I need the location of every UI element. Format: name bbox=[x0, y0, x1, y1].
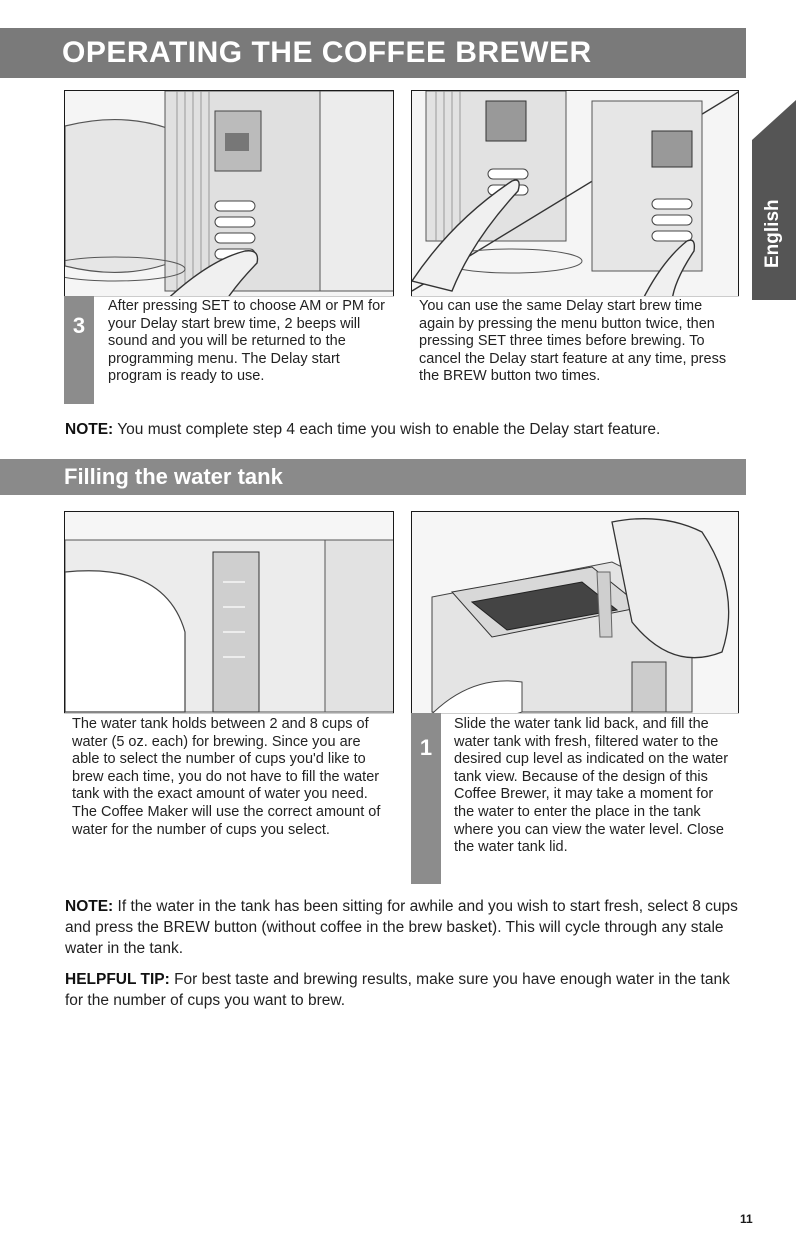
delay-start-tip-text: You can use the same Delay start brew time again by pressing the menu button twice, then pressing SET three times before brewing. To cancel the Delay start feature at any time, press the BREW button two times. bbox=[419, 298, 727, 385]
note-text: If the water in the tank has been sitting for awhile and you wish to start fresh, select 8 cups and press the BREW button (without coffee in the brew basket). This will cycle through any stale water in the tank. bbox=[65, 898, 738, 957]
helpful-tip bbox=[65, 969, 745, 1011]
note-stale-water bbox=[65, 896, 745, 959]
section-title: Filling the water tank bbox=[0, 459, 746, 495]
language-tab bbox=[752, 100, 796, 300]
step-1-badge: 1 bbox=[411, 713, 441, 884]
helpful-tip-label: HELPFUL TIP: bbox=[65, 971, 170, 988]
water-tank-intro-text: The water tank holds between 2 and 8 cups of water (5 oz. each) for brewing. Since you are able to select the number of cups you'd like to brew each time, you do not have to fill the water tank with the exact amount of water you need. The Coffee Maker will use the correct amount of water for the number of cups you select. bbox=[72, 716, 381, 838]
note-text: You must complete step 4 each time you wish to enable the Delay start feature. bbox=[113, 421, 661, 438]
page-number: 11 bbox=[740, 1212, 753, 1226]
page-title: OPERATING THE COFFEE BREWER bbox=[0, 28, 746, 78]
note-label: NOTE: bbox=[65, 898, 114, 915]
note-delay-start bbox=[65, 419, 745, 440]
language-tab-label: English bbox=[762, 199, 783, 268]
note-label: NOTE: bbox=[65, 421, 114, 438]
step-1-text: Slide the water tank lid back, and fill the water tank with fresh, filtered water to the desired cup level as indicated on the water tank view. Because of the design of this Coffee Brewer, it may take a moment for the water to enter the place in the tank where you can view the water level. Close the water tank lid. bbox=[454, 716, 729, 856]
helpful-tip-text: For best taste and brewing results, make sure you have enough water in the tank for the number of cups you want to brew. bbox=[65, 971, 730, 1009]
step-3-badge: 3 bbox=[64, 296, 94, 404]
step-3-text: After pressing SET to choose AM or PM for your Delay start brew time, 2 beeps will sound and you will be returned to the programming menu. The Delay start program is ready to use. bbox=[108, 298, 385, 385]
